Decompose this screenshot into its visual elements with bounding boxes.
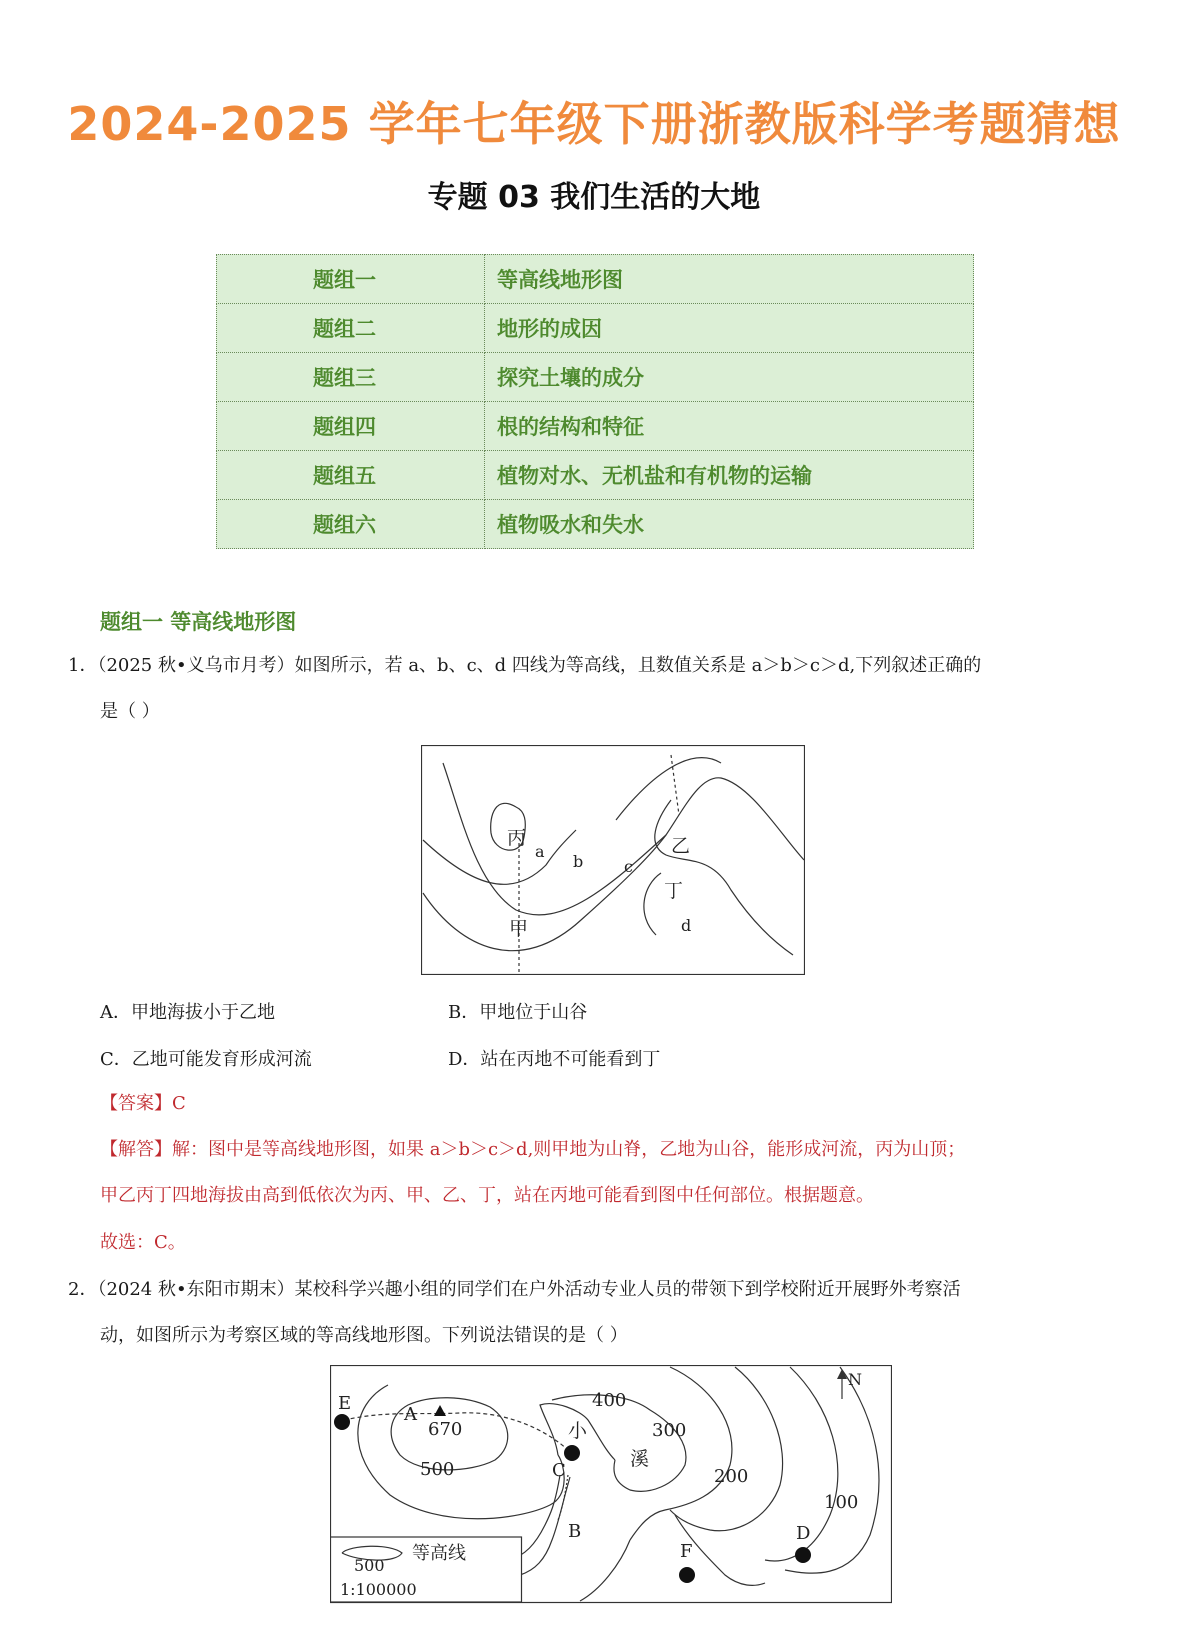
group-name: 题组二 [217, 304, 485, 353]
group-name: 题组三 [217, 353, 485, 402]
q1-option-a[interactable]: A．甲地海拔小于乙地 [100, 1002, 275, 1023]
q1-answer [100, 1081, 186, 1127]
label-c-point: C [552, 1460, 566, 1481]
label-ding: 丁 [664, 880, 684, 902]
legend-value: 500 [354, 1556, 385, 1575]
q1-conclusion: 故选：C。 [100, 1232, 186, 1253]
label-peak-670: 670 [428, 1419, 463, 1440]
answer-tag: 【答案】 [100, 1093, 172, 1114]
q2-contour-map [330, 1365, 892, 1605]
group-name: 题组五 [217, 451, 485, 500]
label-b: b [573, 852, 584, 871]
label-yi: 乙 [671, 835, 691, 857]
q2-stem-line1: 2．（2024 秋•东阳市期末）某校科学兴趣小组的同学们在户外活动专业人员的带领下到学校附近开展野外考察活 [68, 1279, 961, 1300]
label-f-point: F [680, 1541, 693, 1562]
topic-title: 专题 03 我们生活的大地 [427, 180, 761, 215]
legend-label: 等高线 [412, 1543, 466, 1564]
group-topic: 等高线地形图 [485, 255, 974, 304]
label-d-point: D [796, 1523, 811, 1544]
solution-text: 解：图中是等高线地形图，如果 a＞b＞c＞d,则甲地为山脊，乙地为山谷，能形成河流，丙为山顶； [172, 1139, 966, 1160]
group-topic: 植物对水、无机盐和有机物的运输 [485, 451, 974, 500]
answer-value: C [172, 1093, 186, 1114]
table-row [217, 304, 974, 353]
label-bing: 丙 [507, 827, 527, 849]
table-row [217, 353, 974, 402]
label-400: 400 [592, 1390, 627, 1411]
q1-option-c[interactable]: C．乙地可能发育形成河流 [100, 1049, 312, 1070]
scale-label: 1:100000 [340, 1580, 417, 1599]
group-name: 题组六 [217, 500, 485, 549]
label-a-point: A [404, 1404, 417, 1425]
group-topic: 根的结构和特征 [485, 402, 974, 451]
table-row [217, 451, 974, 500]
q1-option-b[interactable]: B．甲地位于山谷 [448, 1002, 588, 1023]
label-d: d [681, 916, 692, 935]
label-200: 200 [714, 1466, 749, 1487]
solution-tag: 【解答】 [100, 1139, 172, 1160]
group-topic: 探究土壤的成分 [485, 353, 974, 402]
group-name: 题组一 [217, 255, 485, 304]
group-topic: 植物吸水和失水 [485, 500, 974, 549]
group-name: 题组四 [217, 402, 485, 451]
label-jia: 甲 [509, 918, 529, 940]
q2-stem-line2: 动，如图所示为考察区域的等高线地形图。下列说法错误的是（ ） [100, 1325, 628, 1346]
q1-option-d[interactable]: D．站在丙地不可能看到丁 [448, 1049, 661, 1070]
table-row [217, 402, 974, 451]
label-100: 100 [824, 1492, 859, 1513]
q1-solution-line1 [100, 1127, 965, 1173]
q1-stem-line2: 是（ ） [100, 701, 160, 722]
group-topic: 地形的成因 [485, 304, 974, 353]
label-a: a [535, 842, 545, 861]
table-row [217, 255, 974, 304]
label-b-point: B [568, 1521, 582, 1542]
label-300: 300 [652, 1420, 687, 1441]
q1-stem-line1: 1．（2025 秋•义乌市月考）如图所示，若 a、b、c、d 四线为等高线，且数值关系是 a＞b＞c＞d,下列叙述正确的 [68, 655, 982, 676]
question-group-table [216, 254, 974, 549]
q1-solution-line2: 甲乙丙丁四地海拔由高到低依次为丙、甲、乙、丁，站在丙地可能看到图中任何部位。根据题意。 [100, 1185, 874, 1206]
document-title: 2024-2025 学年七年级下册浙教版科学考题猜想 [67, 97, 1121, 151]
label-xi: 溪 [630, 1448, 650, 1470]
table-row [217, 500, 974, 549]
label-c: c [624, 857, 633, 876]
label-xiao: 小 [568, 1420, 588, 1442]
label-500: 500 [420, 1459, 455, 1480]
north-arrow-label: N [848, 1370, 862, 1389]
q1-contour-figure [421, 745, 805, 975]
section-heading: 题组一 等高线地形图 [100, 610, 297, 634]
label-e: E [338, 1393, 352, 1414]
